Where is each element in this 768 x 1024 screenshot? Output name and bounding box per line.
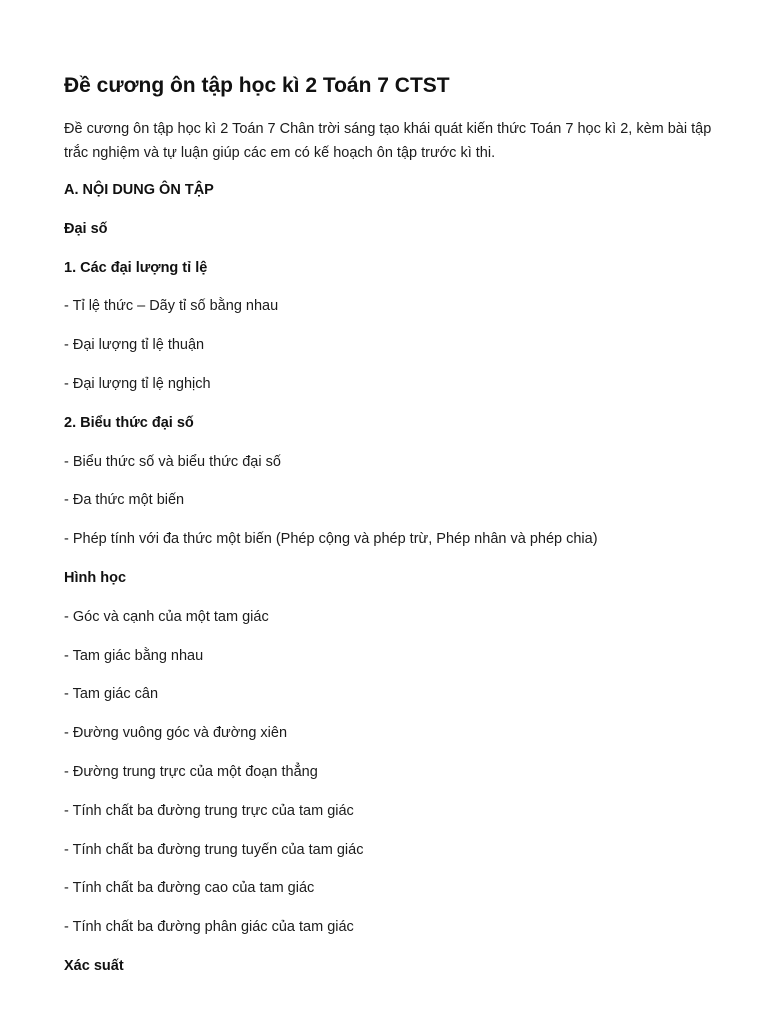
list-item: - Tính chất ba đường phân giác của tam giác bbox=[64, 919, 354, 936]
list-item: - Đường vuông góc và đường xiên bbox=[64, 725, 288, 742]
list-item: - Góc và cạnh của một tam giác bbox=[64, 608, 269, 625]
list-item: - Đại lượng tỉ lệ thuận bbox=[64, 337, 205, 354]
list-item: - Đường trung trực của một đoạn thẳng bbox=[64, 763, 318, 780]
probability-heading: Xác suất bbox=[64, 957, 124, 974]
list-item: - Tam giác bằng nhau bbox=[64, 647, 204, 664]
list-item: - Tỉ lệ thức – Dãy tỉ số bằng nhau bbox=[64, 298, 279, 315]
list-item: - Tính chất ba đường cao của tam giác bbox=[64, 880, 315, 897]
list-item: - Biểu thức số và biểu thức đại số bbox=[64, 453, 281, 470]
algebra-part1-heading: 1. Các đại lượng tỉ lệ bbox=[64, 259, 208, 276]
intro-paragraph: Đề cương ôn tập học kì 2 Toán 7 Chân trời sáng tạo khái quát kiến thức Toán 7 học kì 2, kèm bài tập trắc nghiệm và tự luận giúp các em có kế hoạch ôn tập trước kì thi. bbox=[64, 121, 712, 161]
section-a-heading: A. NỘI DUNG ÔN TẬP bbox=[64, 182, 214, 198]
list-item: - Tính chất ba đường trung tuyến của tam giác bbox=[64, 841, 364, 858]
list-item: - Tính chất ba đường trung trực của tam giác bbox=[64, 802, 354, 819]
content-outline bbox=[64, 180, 728, 976]
list-item: - Đại lượng tỉ lệ nghịch bbox=[64, 375, 211, 392]
document-title: Đề cương ôn tập học kì 2 Toán 7 CTST bbox=[64, 74, 450, 97]
geometry-heading: Hình học bbox=[64, 569, 127, 586]
list-item: - Tam giác cân bbox=[64, 686, 159, 703]
list-item: - Phép tính với đa thức một biến (Phép cộng và phép trừ, Phép nhân và phép chia) bbox=[64, 531, 598, 548]
list-item: - Đa thức một biến bbox=[64, 492, 185, 509]
algebra-part2-heading: 2. Biểu thức đại số bbox=[64, 414, 194, 431]
algebra-heading: Đại số bbox=[64, 220, 108, 237]
